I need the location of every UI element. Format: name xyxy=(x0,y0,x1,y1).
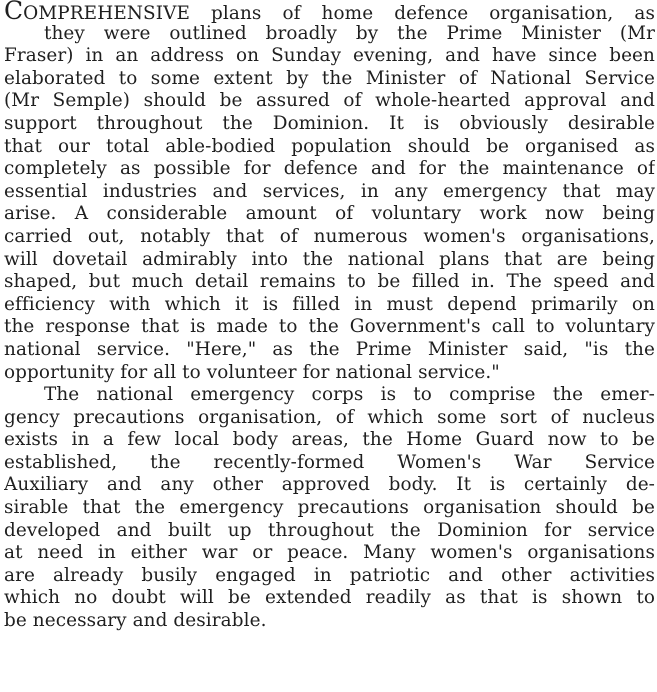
text-line: shaped, but much detail remains to be filled in. The speed and xyxy=(4,271,655,293)
text-line: Fraser) in an address on Sunday evening, and have since been xyxy=(4,45,655,67)
text-line: (Mr Semple) should be assured of whole-hearted approval and xyxy=(4,90,655,112)
paragraph-2 xyxy=(4,384,655,633)
text-line: arise. A considerable amount of voluntary work now being xyxy=(4,203,655,225)
text-line: established, the recently-formed Women's War Service xyxy=(4,451,655,473)
text-line: that our total able-bodied population should be organised as xyxy=(4,135,655,157)
text-line: completely as possible for defence and for the maintenance of xyxy=(4,158,655,180)
text-line: be necessary and desirable. xyxy=(4,610,267,632)
text-line: support throughout the Dominion. It is obviously desirable xyxy=(4,112,655,134)
text-line: opportunity for all to volunteer for national service." xyxy=(4,361,500,383)
text-line: exists in a few local body areas, the Home Guard now to be xyxy=(4,429,655,451)
text-line: the response that is made to the Government's call to voluntary xyxy=(4,316,655,338)
text-line: elaborated to some extent by the Minister of National Service xyxy=(4,67,655,89)
newspaper-article xyxy=(4,0,655,692)
text-line: sirable that the emergency precautions organisation should be xyxy=(4,497,655,519)
text-line: are already busily engaged in patriotic and other activities xyxy=(4,564,655,586)
text-line: COMPREHENSIVE plans of home defence organisation, as xyxy=(4,0,655,23)
text-line: Auxiliary and any other approved body. It is certainly de- xyxy=(4,474,655,496)
text-line: national service. "Here," as the Prime Minister said, "is the xyxy=(4,338,655,360)
text-line: developed and built up throughout the Dominion for service xyxy=(4,519,655,541)
drop-cap-letter: C xyxy=(4,0,24,23)
paragraph-1 xyxy=(4,0,655,384)
text-line: at need in either war or peace. Many women's organisations xyxy=(4,542,655,564)
text-line: essential industries and services, in any emergency that may xyxy=(4,180,655,202)
text-line: efficiency with which it is filled in must depend primarily on xyxy=(4,293,655,315)
text-line: they were outlined broadly by the Prime Minister (Mr xyxy=(44,22,655,44)
text-line: The national emergency corps is to comprise the emer- xyxy=(44,384,655,406)
text-line: will dovetail admirably into the national plans that are being xyxy=(4,248,655,270)
text-line: which no doubt will be extended readily as that is shown to xyxy=(4,587,655,609)
text-line: gency precautions organisation, of which some sort of nucleus xyxy=(4,406,655,428)
text-line: carried out, notably that of numerous women's organisations, xyxy=(4,225,655,247)
